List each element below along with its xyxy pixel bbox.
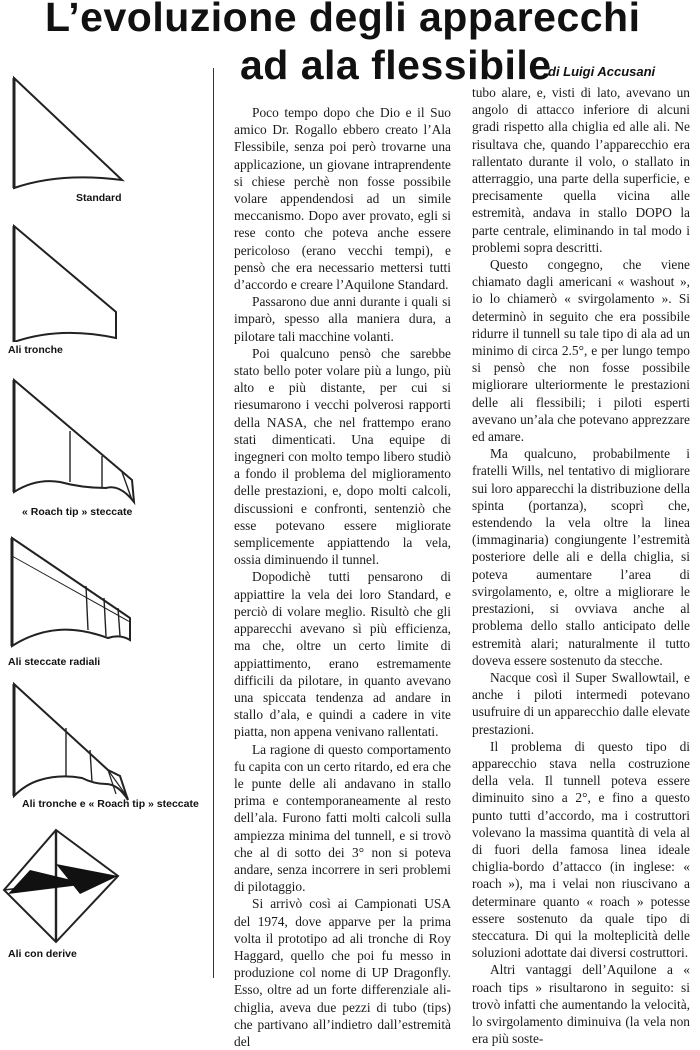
article-column-2 bbox=[472, 84, 690, 1047]
roach-tip-battened-diagram bbox=[0, 376, 212, 506]
article-column-1 bbox=[234, 104, 451, 1050]
paragraph: Dopodichè tutti pensarono di appiattire la vela dei loro Standard, e perciò di volare meglio. Risultò che gli apparecchi avevano sì più efficienza, ma che, oltre un certo limite di appiattimento, erano estremamente difficili da pilotare, in quanto avevano una spiccata tendenza ad andare in stallo d’ala, e quindi a cadere in vite piatta, non appena venivano rallentati. bbox=[234, 569, 451, 740]
figure-caption-ali-steccate-radiali: Ali steccate radiali bbox=[8, 656, 101, 668]
figure-caption-ali-con-derive: Ali con derive bbox=[8, 948, 77, 960]
article-title-line-2: ad ala flessibile bbox=[240, 42, 552, 88]
paragraph: Poco tempo dopo che Dio e il Suo amico Dr. Rogallo ebbero creato l’Ala Flessibile, senza poi però trovarne una applicazione, un giovane intraprendente si chiese perchè non fosse possibile volare appendendosi ad un simile meccanismo. Dopo aver provato, egli si rese conto che poteva anche essere pericoloso (erano vecchi tempi), e pensò che era necessario mettersi tutti d’accordo e creare l’Aquilone Standard. bbox=[234, 105, 451, 293]
wing-with-fins-diagram bbox=[0, 824, 212, 954]
paragraph: Poi qualcuno pensò che sarebbe stato bello poter volare più a lungo, più alto e più distante, per cui si riesumarono i vecchi polverosi rapporti della NASA, che nel frattempo erano stati dimenticati. Una equipe di ingegneri con molto tempo libero studiò a fondo il problema del miglioramento delle prestazioni, e, dopo molti calcoli, discussioni e confronti, sentenziò che esse potevano essere migliorate semplicemente appiattendo la vela, ossia diminuendo il tunnel. bbox=[234, 345, 451, 568]
paragraph: Passarono due anni durante i quali si imparò, spesso alla maniera dura, a pilotare tali macchine volanti. bbox=[234, 294, 451, 344]
figure-caption-ali-tronche: Ali tronche bbox=[8, 344, 63, 356]
paragraph: tubo alare, e, visti di lato, avevano un angolo di attacco inferiore di alcuni gradi rispetto alla chiglia ed alle ali. Ne risultava che, quando l’apparecchio era rallentato durante il volo, o stallato in atterraggio, una parte della superficie, e precisamente quella vicina alle estremità, andava in stallo DOPO la parte centrale, eliminando in tal modo i problemi sopra descritti. bbox=[472, 85, 690, 255]
paragraph: Ma qualcuno, probabilmente i fratelli Wills, nel tentativo di migliorare sui loro apparecchi la distribuzione della spinta (portanza), scoprì che, estendendo la vela oltre la linea (immaginaria) congiungente l’estremità posteriore delle ali e della chiglia, si poteva aumentare l’area di svirgolamento, e, oltre a migliorare le prestazioni, si ovviava anche al problema dello stallo anticipato delle estremità alari; naturalmente il tutto doveva essere sostenuto da stecche. bbox=[472, 446, 690, 668]
paragraph: Si arrivò così ai Campionati USA del 1974, dove apparve per la prima volta il prototipo ad ali tronche di Roy Haggard, quello che poi fu messo in produzione col nome di UP Dragonfly. Esso, oltre ad un forte differenziale ali-chiglia, aveva due pezzi di tubo (tips) che partivano all’indietro dall’estremità del bbox=[234, 896, 451, 1049]
paragraph: Questo congegno, che viene chiamato dagli americani « washout », io lo chiamerò « svirgolamento ». Si determinò in seguito che era possibile ridurre il tunnell su tale tipo di ala ad un minimo di circa 2.5°, e per lungo tempo si pensò che non fosse possibile migliorare ulteriormente le prestazioni delle ali flessibili; i piloti esperti avevano un’ala che potevano apprezzare ed amare. bbox=[472, 257, 690, 445]
figure-column bbox=[0, 68, 212, 987]
truncated-roach-tip-diagram bbox=[0, 680, 212, 810]
paragraph: La ragione di questo comportamento fu capita con un certo ritardo, ed era che le punte delle ali andavano in stallo prima e contemporaneamente al resto dell’ala. Furono fatti molti calcoli sulla ampiezza minima del tunnell, e si trovò che al di sotto dei 3° non si poteva andare, senza incorrere in seri problemi di pilotaggio. bbox=[234, 741, 451, 895]
paragraph: Il problema di questo tipo di apparecchio stava nella costruzione della vela. Il tunnell poteva essere diminuito sino a 2°, e fino a questo punto tutti d’accordo, ma i costruttori volevano la massima quantità di vela al di fuori della famosa linea ideale chiglia-bordo d’attacco (in inglese: « roach »), ma i velai non riuscivano a determinare quanto « roach » potesse essere sostenuto da quale tipo di steccatura. Di qui la molteplicità delle soluzioni adottate dai diversi costruttori. bbox=[472, 738, 690, 961]
figure-caption-standard: Standard bbox=[76, 192, 122, 204]
paragraph: Altri vantaggi dell’Aquilone a « roach tips » risultarono in seguito: si trovò infatti che aumentando la velocità, lo svirgolamento diminuiva (la vela non era più soste- bbox=[472, 962, 690, 1047]
column-divider bbox=[213, 68, 214, 978]
author-byline: di Luigi Accusani bbox=[548, 64, 656, 79]
figure-caption-roach-tip-steccate: « Roach tip » steccate bbox=[22, 506, 133, 518]
truncated-wing-diagram bbox=[0, 222, 212, 342]
figure-caption-ali-tronche-roach-tip: Ali tronche e « Roach tip » steccate bbox=[22, 798, 199, 810]
radial-battened-wing-diagram bbox=[0, 534, 212, 654]
standard-wing-diagram bbox=[0, 72, 212, 192]
article-title-line-1: L’evoluzione degli apparecchi bbox=[45, 0, 641, 40]
paragraph: Nacque così il Super Swallowtail, e anche i piloti intermedi potevano usufruire di un apparecchio dalle elevate prestazioni. bbox=[472, 669, 690, 737]
